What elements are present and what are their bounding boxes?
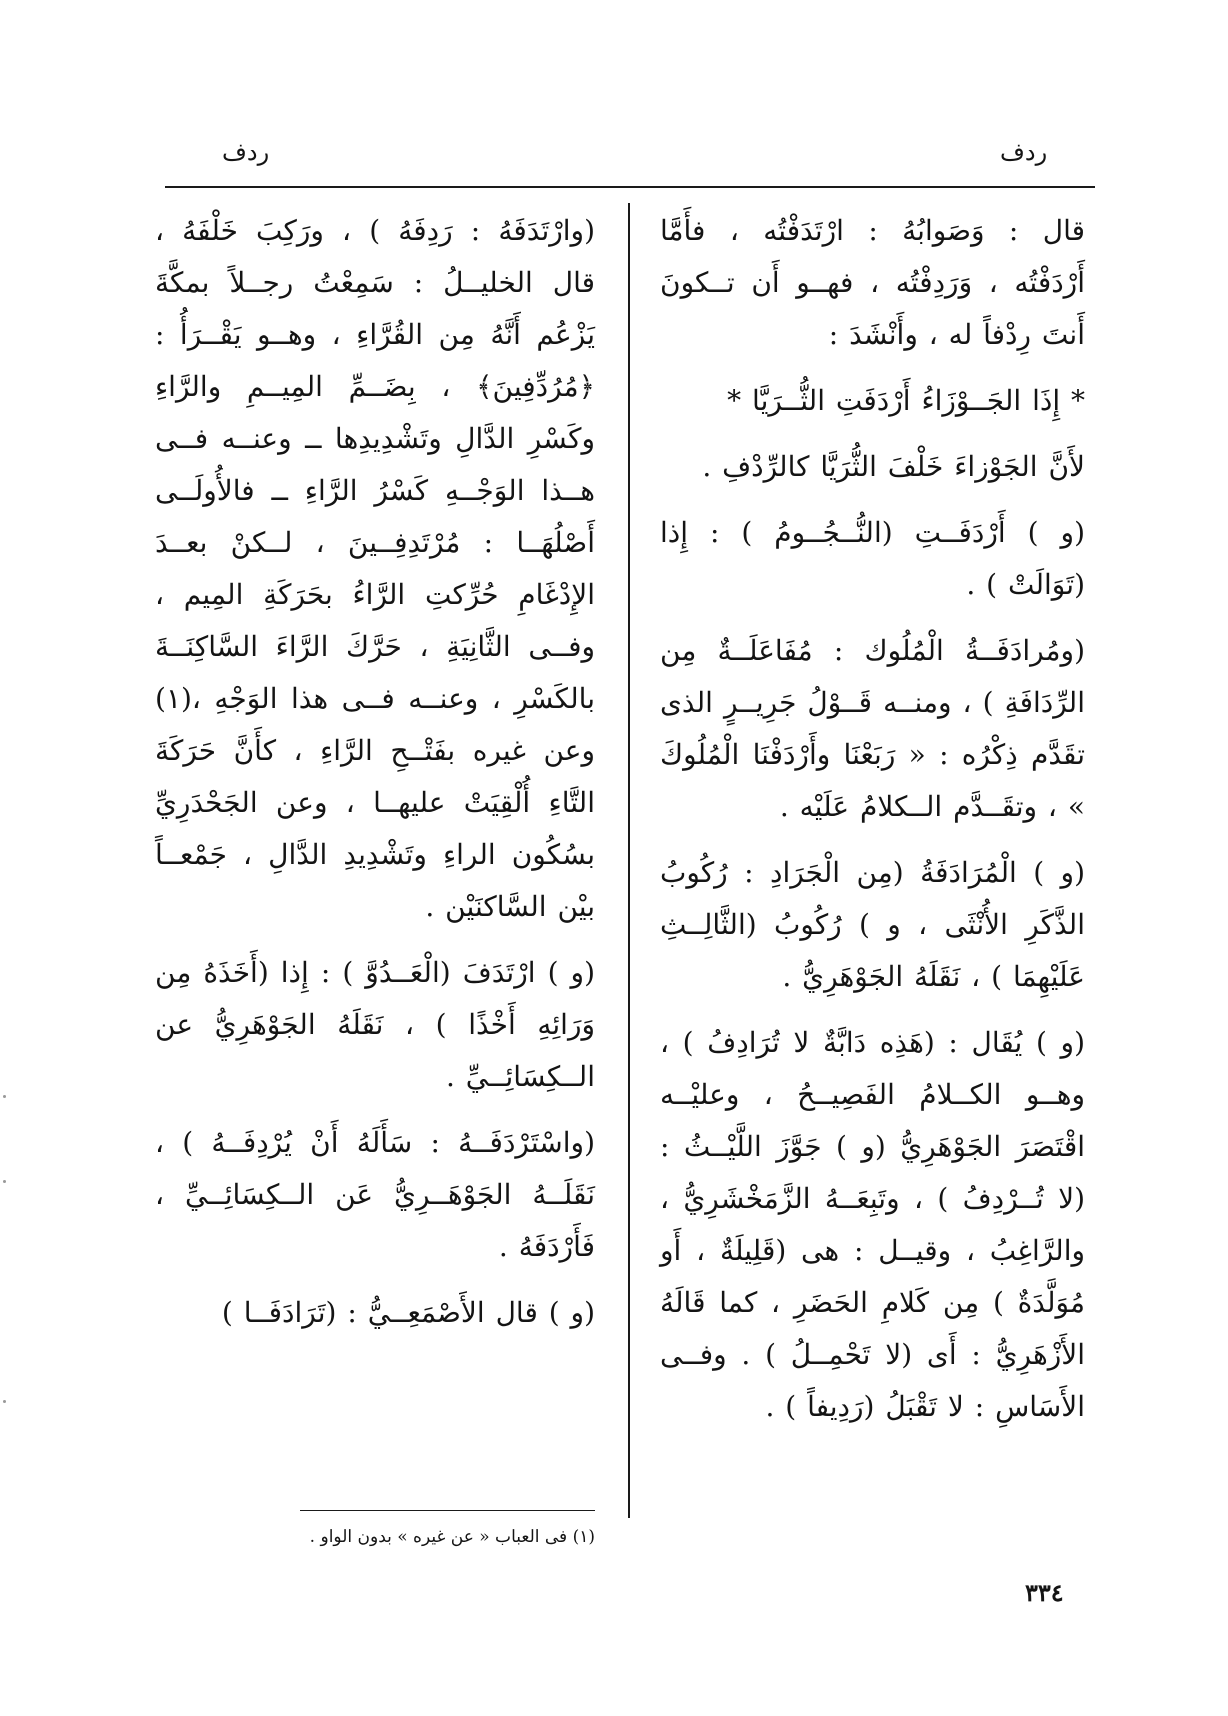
paragraph: (واسْتَرْدَفَــهُ : سَأَلَهُ أَنْ يُرْدِفَــهُ ) ، نَقَلَــهُ الجَوْهَــرِيُّ عَن الــكِسَائِــيِّ ، فَأَرْدَفَهُ . bbox=[155, 1126, 595, 1263]
header-rule bbox=[165, 186, 1095, 188]
running-header-right: ردف bbox=[1000, 138, 1048, 166]
paragraph: قال : وَصَوابُهُ : ارْتَدَفْتُه ، فأَمَّا أَرْدَفْتُه ، وَرَدِفْتُه ، فهــو أَن تــكونَ أَنتَ رِدْفاً له ، وأَنْشَدَ : bbox=[660, 214, 1085, 351]
paragraph: (و ) يُقَال : (هَذِه دَابَّةٌ لا تُرَادِفُ ) ، وهــو الكــلامُ الفَصِيــحُ ، وعليْــه اقْتَصَرَ الجَوْهَرِيُّ (و ) جَوَّزَ اللَّيْــثُ : (لا تُــرْدِفُ ) ، وتَبِعَــهُ الزَّمَخْشَرِيُّ ، والرَّاغِبُ ، وقيــل : هى (قَلِيلَةٌ ، أَو مُوَلَّدَةٌ ) مِن كَلامِ الحَضَرِ ، كما قَالَهُ الأَزْهَرِيُّ : أَى (لا تَحْمِــلُ ) . وفــى الأَسَاسِ : لا تَقْبَلُ (رَدِيفاً ) . bbox=[660, 1026, 1086, 1423]
column-divider bbox=[628, 203, 630, 1518]
paragraph: (ومُرادَفَــةُ الْمُلُوك : مُفَاعَلَــةٌ مِن الرِّدَافَةِ ) ، ومنــه قَــوْلُ جَرِيــرٍ الذى تقَدَّم ذِكْرُه : « رَبَعْنَا وأَرْدَفْنَا الْمُلُوكَ » ، وتقَــدَّم الــكلامُ عَلَيْه . bbox=[660, 634, 1085, 823]
verse-line: * إِذَا الجَــوْزَاءُ أَرْدَفَتِ الثُّــرَيَّا * bbox=[727, 384, 1085, 417]
paragraph: (و ) ارْتَدَفَ (الْعَــدُوَّ ) : إِذا (أَخَذَهُ مِن وَرَائِهِ أَخْذًا ) ، نَقَلَهُ الجَوْهَرِيُّ عن الــكِسَائِــيِّ . bbox=[155, 956, 595, 1093]
paragraph: (و ) أَرْدَفَــتِ (النُّــجُــومُ ) : إِذا (تَوَالَتْ ) . bbox=[660, 516, 1085, 601]
footnote: (١) فى العباب « عن غيره » بدون الواو . bbox=[309, 1527, 595, 1547]
footnote-rule bbox=[300, 1510, 595, 1511]
running-header-left: ردف bbox=[222, 138, 270, 166]
right-column bbox=[660, 205, 1085, 1447]
paragraph: لأَنَّ الجَوْزاءَ خَلْفَ الثُّرَيَّا كالرِّدْفِ . bbox=[702, 450, 1085, 483]
paragraph: (و ) قال الأَصْمَعِــيُّ : (تَرَادَفَــا ) bbox=[221, 1296, 595, 1329]
left-column bbox=[155, 205, 595, 1353]
paragraph: (و ) الْمُرَادَفَةُ (مِن الْجَرَادِ : رُكُوبُ الذَّكَرِ الأُنْثَى ، و ) رُكُوبُ (الثَّالِــثِ عَلَيْهِمَا ) ، نَقَلَهُ الجَوْهَرِيُّ . bbox=[660, 856, 1085, 993]
paragraph: (وارْتَدَفَهُ : رَدِفَهُ ) ، ورَكِبَ خَلْفَهُ ، قال الخليــلُ : سَمِعْتُ رجــلاً بمكَّةَ يَزْعُم أَنَّهُ مِن القُرَّاءِ ، وهــو يَقْــرَأُ : ﴿مُرُدِّفِينَ﴾ ، بِضَــمِّ المِيــمِ والرَّاءِ وكَسْرِ الدَّالِ وتَشْدِيدِها ــ وعنــه فــى هــذا الوَجْــهِ كَسْرُ الرَّاءِ ــ فالأُولَــى أَصْلُهَــا : مُرْتَدِفِــينَ ، لــكنْ بعــدَ الإِدْغَامِ حُرِّكتِ الرَّاءُ بحَرَكَةِ المِيم ، وفــى الثَّانِيَةِ ، حَرَّكَ الرَّاءَ السَّاكِنَــةَ بالكَسْرِ ، وعنــه فــى هذا الوَجْهِ ،(١) وعن غيره بفَتْــحِ الرَّاءِ ، كأَنَّ حَرَكَةَ التَّاءِ أُلْقِيَتْ عليهــا ، وعن الجَحْدَرِيِّ بسُكُون الراءِ وتَشْدِيدِ الدَّالِ ، جَمْعــاً بيْن السَّاكنَيْن . bbox=[155, 214, 595, 923]
page-number: ٣٣٤ bbox=[1025, 1578, 1064, 1607]
